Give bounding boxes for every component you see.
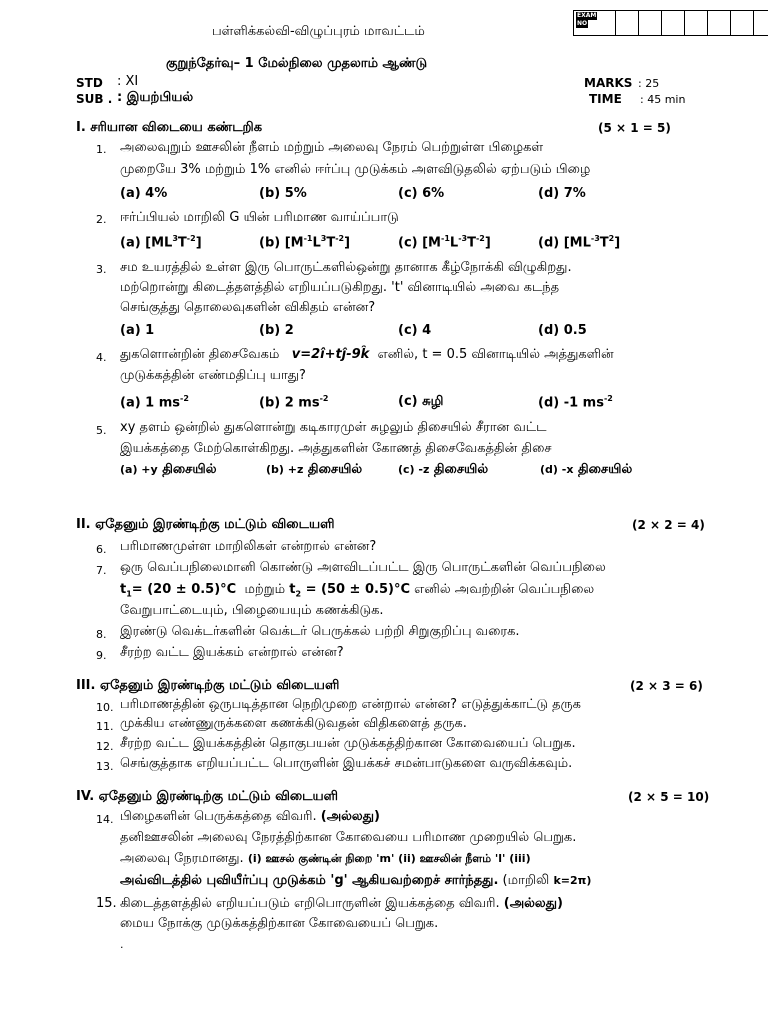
option-a: (a) +y திசையில்: [120, 462, 217, 477]
section-2-title: II. ஏதேனும் இரண்டிற்கு மட்டும் விடையளி: [76, 517, 335, 532]
marks-value: : 25: [638, 77, 660, 90]
question-text: சீரற்ற வட்ட இயக்கம் என்றால் என்ன?: [120, 645, 344, 660]
time-value: : 45 min: [640, 93, 686, 106]
exam-number-cell[interactable]: [616, 11, 639, 35]
question-text: கிடைத்தளத்தில் எறியப்படும் எறிபொருளின் இயக்கத்தை விவரி. (அல்லது): [120, 896, 563, 911]
option-d: (d) 7%: [538, 186, 586, 201]
exam-title: குறுந்தேர்வு– 1 மேல்நிலை முதலாம் ஆண்டு: [166, 56, 428, 71]
option-a: (a) 1: [120, 323, 155, 338]
exam-number-cell[interactable]: [731, 11, 754, 35]
question-text: துகளொன்றின் திசைவேகம் v=2î+tĵ-9k̂ எனில், t = 0.5 வினாடியில் அத்துகளின்: [120, 347, 614, 362]
exam-number-cell[interactable]: [662, 11, 685, 35]
question-text: முடுக்கத்தின் எண்மதிப்பு யாது?: [120, 368, 306, 383]
question-number: 13.: [96, 760, 114, 773]
question-number: 8.: [96, 628, 107, 641]
question-text: அலைவு நேரமானது. (i) ஊசல் குண்டின் நிறை 'm' (ii) ஊசலின் நீளம் 'l' (iii): [120, 851, 531, 866]
section-3-marks: (2 × 3 = 6): [630, 679, 703, 693]
question-number: 12.: [96, 740, 114, 753]
question-number: 11.: [96, 720, 114, 733]
question-number: 2.: [96, 213, 107, 226]
section-3-title: III. ஏதேனும் இரண்டிற்கு மட்டும் விடையளி: [76, 678, 340, 693]
question-number: 6.: [96, 543, 107, 556]
option-d: (d) -1 $ms^{-2}$: [538, 394, 613, 411]
option-c: (c) -z திசையில்: [398, 462, 489, 477]
question-text: அலைவுறும் ஊசலின் நீளம் மற்றும் அலைவு நேரம் பெற்றுள்ள பிழைகள்: [120, 140, 544, 155]
option-b: (b) 2: [259, 323, 294, 338]
section-4-title: IV. ஏதேனும் இரண்டிற்கு மட்டும் விடையளி: [76, 789, 339, 804]
exam-number-cell[interactable]: [685, 11, 708, 35]
std-label: STD: [76, 76, 103, 90]
question-text: மற்றொன்று கிடைத்தளத்தில் எறியப்படுகிறது. 't' வினாடியில் அவை கடந்த: [120, 280, 560, 295]
question-number: 4.: [96, 351, 107, 364]
question-text: செங்குத்து தொலைவுகளின் விகிதம் என்ன?: [120, 300, 376, 315]
question-number: 7.: [96, 564, 107, 577]
question-text: $t_1= (20 \pm 0.5)^\circ C$ மற்றும் $t_2 = (50 \pm 0.5)^\circ C$ எனில் அவற்றின் வெப்பநிலை: [120, 582, 595, 599]
exam-number-label: EXAM NO: [574, 11, 616, 35]
option-d: (d) 0.5: [538, 323, 587, 338]
option-d: (d) $[ML^{-3}T^2]$: [538, 234, 621, 251]
question-number: 1.: [96, 143, 107, 156]
section-2-marks: (2 × 2 = 4): [632, 518, 705, 532]
exam-number-cell[interactable]: [754, 11, 768, 35]
exam-number-box[interactable]: [573, 10, 768, 36]
question-text: சம உயரத்தில் உள்ள இரு பொருட்களில்ஒன்று தானாக கீழ்நோக்கி விழுகிறது.: [120, 260, 572, 275]
std-value: : XI: [117, 74, 139, 89]
exam-number-cell[interactable]: [708, 11, 731, 35]
option-a: (a) 1 $ms^{-2}$: [120, 394, 189, 411]
option-b: (b) 5%: [259, 186, 307, 201]
question-number: 10.: [96, 701, 114, 714]
option-b: (b) $[M^{-1}L^3T^{-2}]$: [259, 234, 351, 251]
question-text: சீரற்ற வட்ட இயக்கத்தின் தொகுபயன் முடுக்கத்திற்கான கோவையைப் பெறுக.: [120, 736, 576, 751]
question-text: தனிஊசலின் அலைவு நேரத்திற்கான கோவையை பரிமாண முறையில் பெறுக.: [120, 830, 577, 845]
subject-label: SUB .: [76, 92, 113, 106]
question-text: ஒரு வெப்பநிலைமானி கொண்டு அளவிடப்பட்ட இரு பொருட்களின் வெப்பநிலை: [120, 560, 606, 575]
option-b: (b) 2 $ms^{-2}$: [259, 394, 329, 411]
district-title: பள்ளிக்கல்வி-விழுப்புரம் மாவட்டம்: [212, 24, 425, 39]
question-text: இரண்டு வெக்டர்களின் வெக்டர் பெருக்கல் பற்றி சிறுகுறிப்பு வரைக.: [120, 624, 520, 639]
question-text: பரிமாணத்தின் ஒருபடித்தான நெறிமுறை என்றால் என்ன? எடுத்துக்காட்டு தருக: [120, 697, 581, 712]
option-c: (c) சுழி: [398, 394, 444, 409]
question-text: பரிமாணமுள்ள மாறிலிகள் என்றால் என்ன?: [120, 539, 377, 554]
section-1-title: I. சரியான விடையை கண்டறிக: [76, 120, 263, 135]
question-text: பிழைகளின் பெருக்கத்தை விவரி. (அல்லது): [120, 809, 380, 824]
question-number: 15.: [96, 896, 117, 911]
question-text: முறையே 3% மற்றும் 1% எனில் ஈர்ப்பு முடுக்கம் அளவிடுதலில் ஏற்படும் பிழை: [120, 162, 591, 177]
question-text: முக்கிய எண்ணுருக்களை கணக்கிடுவதன் விதிகளைத் தருக.: [120, 716, 467, 731]
question-number: 14.: [96, 813, 114, 826]
trailing-dot: .: [120, 938, 124, 951]
option-a: (a) $[ML^3T^{-2}]$: [120, 234, 202, 251]
question-text: xy தளம் ஒன்றில் துகளொன்று கடிகாரமுள் சுழலும் திசையில் சீரான வட்ட: [120, 420, 547, 435]
option-d: (d) -x திசையில்: [540, 462, 633, 477]
question-text: செங்குத்தாக எறியப்பட்ட பொருளின் இயக்கச் சமன்பாடுகளை வருவிக்கவும்.: [120, 756, 573, 771]
question-number: 9.: [96, 649, 107, 662]
question-text: அவ்விடத்தில் புவியீர்ப்பு முடுக்கம் 'g' ஆகியவற்றைச் சார்ந்தது. (மாறிலி k=2π): [120, 873, 592, 888]
question-number: 5.: [96, 424, 107, 437]
option-a: (a) 4%: [120, 186, 168, 201]
question-text: மைய நோக்கு முடுக்கத்திற்கான கோவையைப் பெறுக.: [120, 916, 439, 931]
question-text: ஈர்ப்பியல் மாறிலி G யின் பரிமாண வாய்ப்பாடு: [120, 210, 399, 225]
option-c: (c) $[M^{-1}L^{-3}T^{-2}]$: [398, 234, 491, 251]
option-c: (c) 4: [398, 323, 432, 338]
option-c: (c) 6%: [398, 186, 445, 201]
question-text: இயக்கத்தை மேற்கொள்கிறது. அத்துகளின் கோணத் திசைவேகத்தின் திசை: [120, 441, 552, 456]
exam-number-cell[interactable]: [639, 11, 662, 35]
time-label: TIME: [589, 92, 622, 106]
subject-value: : இயற்பியல்: [117, 90, 194, 105]
section-4-marks: (2 × 5 = 10): [628, 790, 710, 804]
marks-label: MARKS: [584, 76, 633, 90]
question-number: 3.: [96, 263, 107, 276]
option-b: (b) +z திசையில்: [266, 462, 363, 477]
question-text: வேறுபாட்டையும், பிழையையும் கணக்கிடுக.: [120, 603, 384, 618]
section-1-marks: (5 × 1 = 5): [598, 121, 671, 135]
